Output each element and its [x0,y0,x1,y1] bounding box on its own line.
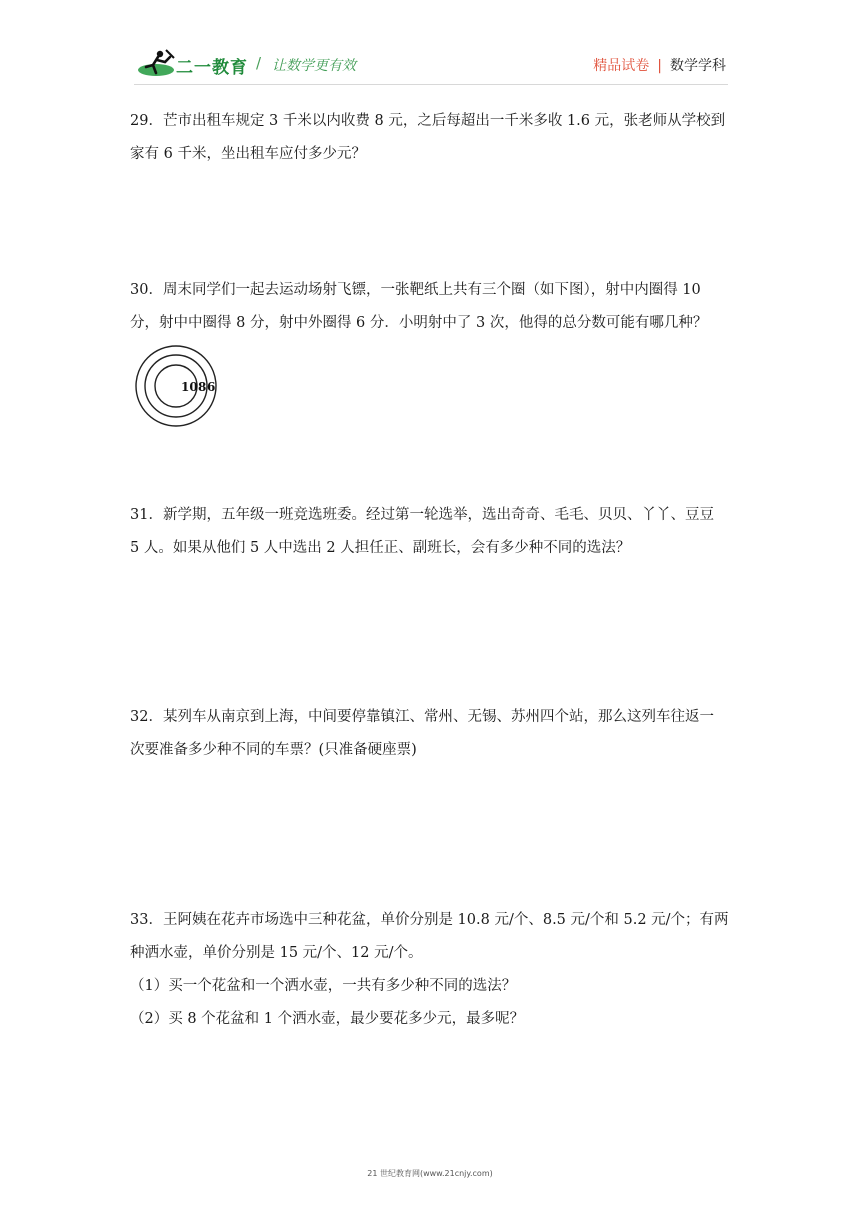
header-slogan: 让数学更有效 [272,58,356,74]
question-line: 种洒水壶，单价分别是 15 元/个、12 元/个。 [130,945,423,961]
header-right [593,55,726,75]
question-subpart: （1）买一个花盆和一个洒水壶，一共有多少种不同的选法？ [130,978,517,994]
inner-score-label: 10 [181,380,198,394]
question-line: 31．新学期，五年级一班竞选班委。经过第一轮选举，选出奇奇、毛毛、贝贝、丫丫、豆豆 [130,507,714,523]
outer-score-label: 6 [207,380,216,394]
page-header [0,0,860,90]
question-32 [130,701,730,767]
question-line: 29．芒市出租车规定 3 千米以内收费 8 元，之后每超出一千米多收 1.6 元，张老师从学校到 [130,113,726,129]
question-line: 次要准备多少种不同的车票？(只准备硬座票) [130,742,417,758]
question-subpart: （2）买 8 个花盆和 1 个洒水壶，最少要花多少元，最多呢？ [130,1011,525,1027]
dartboard-figure [134,344,234,428]
question-line: 30．周末同学们一起去运动场射飞镖，一张靶纸上共有三个圈（如下图），射中内圈得 10 [130,282,701,298]
question-line: 分，射中中圈得 8 分，射中外圈得 6 分．小明射中了 3 次，他得的总分数可能有哪几种？ [130,315,708,331]
header-rule [134,84,728,85]
logo-divider: / [256,54,262,72]
middle-score-label: 8 [198,380,207,394]
header-tag: 精品试卷 [593,58,650,74]
question-29 [130,105,730,171]
header-separator: | [657,58,662,74]
question-line: 33．王阿姨在花卉市场选中三种花盆，单价分别是 10.8 元/个、8.5 元/个和 5.2 元/个；有两 [130,912,729,928]
question-30 [130,274,730,340]
header-subject: 数学学科 [670,58,726,74]
question-line: 5 人。如果从他们 5 人中选出 2 人担任正、副班长，会有多少种不同的选法？ [130,540,631,556]
question-line: 32．某列车从南京到上海，中间要停靠镇江、常州、无锡、苏州四个站，那么这列车往返一 [130,709,714,725]
page-footer: 21 世纪教育网(www.21cnjy.com) [367,1169,493,1178]
question-line: 家有 6 千米，坐出租车应付多少元？ [130,146,366,162]
logo-text: 二一教育 [176,58,248,78]
question-31 [130,499,730,565]
question-33 [130,904,730,1036]
